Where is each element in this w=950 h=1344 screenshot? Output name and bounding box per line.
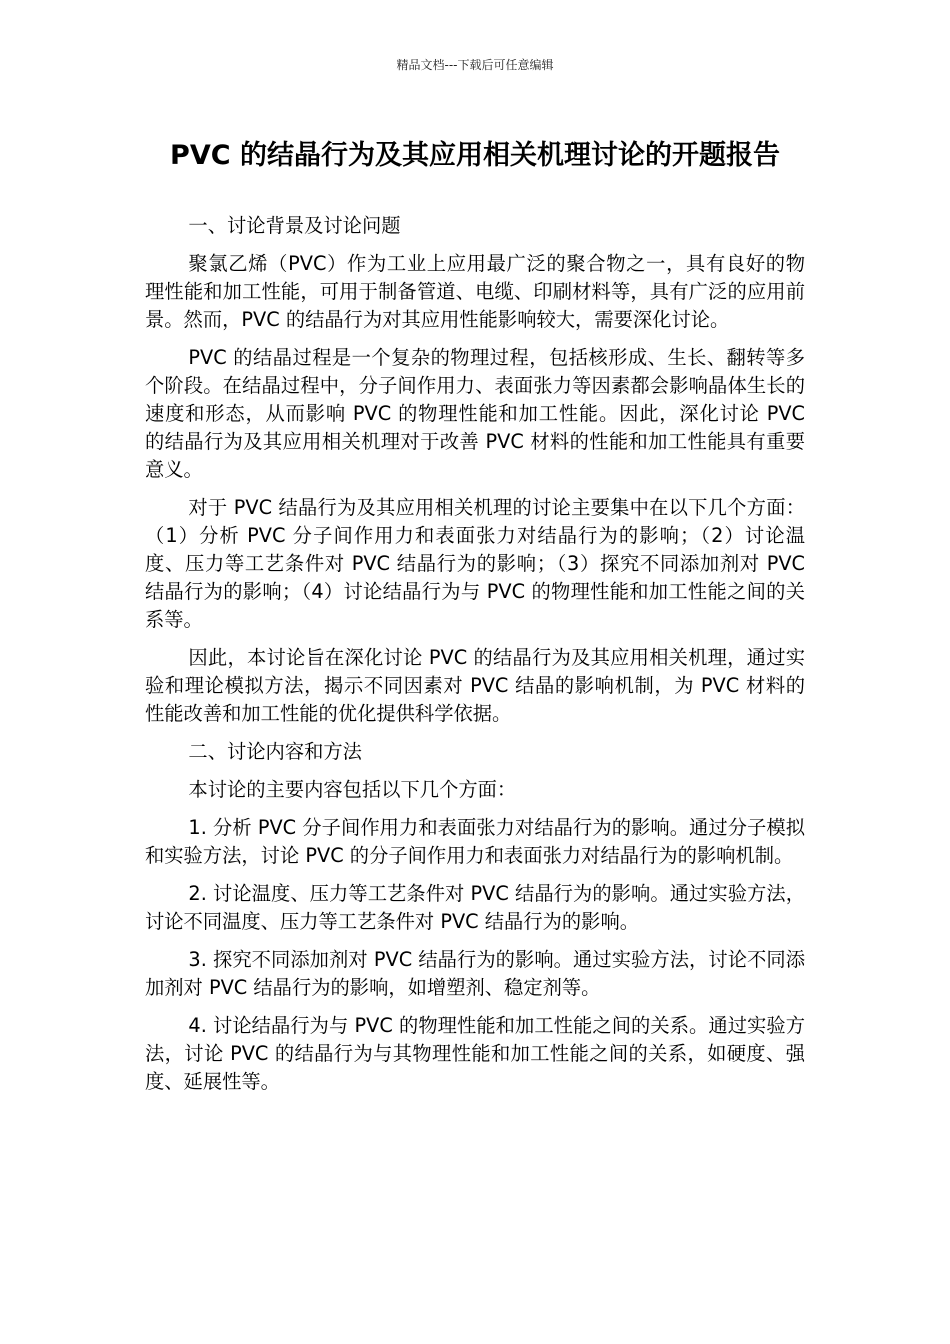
document-body bbox=[145, 212, 805, 1106]
section-heading-content-methods: 二、讨论内容和方法 bbox=[188, 740, 362, 763]
numbered-item: 2. 讨论温度、压力等工艺条件对 PVC 结晶行为的影响。通过实验方法，讨论不同温度、压力等工艺条件对 PVC 结晶行为的影响。 bbox=[145, 882, 805, 933]
document-title: PVC 的结晶行为及其应用相关机理讨论的开题报告 bbox=[170, 140, 780, 171]
body-paragraph: 因此，本讨论旨在深化讨论 PVC 的结晶行为及其应用相关机理，通过实验和理论模拟方法，揭示不同因素对 PVC 结晶的影响机制，为 PVC 材料的性能改善和加工性能的优化提供科学依据。 bbox=[145, 646, 805, 725]
body-paragraph: 对于 PVC 结晶行为及其应用相关机理的讨论主要集中在以下几个方面：（1）分析 PVC 分子间作用力和表面张力对结晶行为的影响；（2）讨论温度、压力等工艺条件对 PVC 结晶行为的影响；（3）探究不同添加剂对 PVC 结晶行为的影响；（4）讨论结晶行为与 PVC 的物理性能和加工性能之间的关系等。 bbox=[145, 496, 805, 631]
numbered-item: 4. 讨论结晶行为与 PVC 的物理性能和加工性能之间的关系。通过实验方法，讨论 PVC 的结晶行为与其物理性能和加工性能之间的关系，如硬度、强度、延展性等。 bbox=[145, 1014, 805, 1093]
body-paragraph: 本讨论的主要内容包括以下几个方面： bbox=[188, 778, 517, 801]
body-paragraph: 聚氯乙烯（PVC）作为工业上应用最广泛的聚合物之一，具有良好的物理性能和加工性能，可用于制备管道、电缆、印刷材料等，具有广泛的应用前景。然而，PVC 的结晶行为对其应用性能影响较大，需要深化讨论。 bbox=[145, 252, 805, 331]
numbered-item: 1. 分析 PVC 分子间作用力和表面张力对结晶行为的影响。通过分子模拟和实验方法，讨论 PVC 的分子间作用力和表面张力对结晶行为的影响机制。 bbox=[145, 816, 805, 867]
header-note: 精品文档---下载后可任意编辑 bbox=[396, 58, 554, 72]
numbered-item: 3. 探究不同添加剂对 PVC 结晶行为的影响。通过实验方法，讨论不同添加剂对 PVC 结晶行为的影响，如增塑剂、稳定剂等。 bbox=[145, 948, 805, 999]
section-heading-background: 一、讨论背景及讨论问题 bbox=[188, 214, 401, 237]
body-paragraph: PVC 的结晶过程是一个复杂的物理过程，包括核形成、生长、翻转等多个阶段。在结晶过程中，分子间作用力、表面张力等因素都会影响晶体生长的速度和形态，从而影响 PVC 的物理性能和加工性能。因此，深化讨论 PVC 的结晶行为及其应用相关机理对于改善 PVC 材料的性能和加工性能具有重要意义。 bbox=[145, 346, 805, 481]
